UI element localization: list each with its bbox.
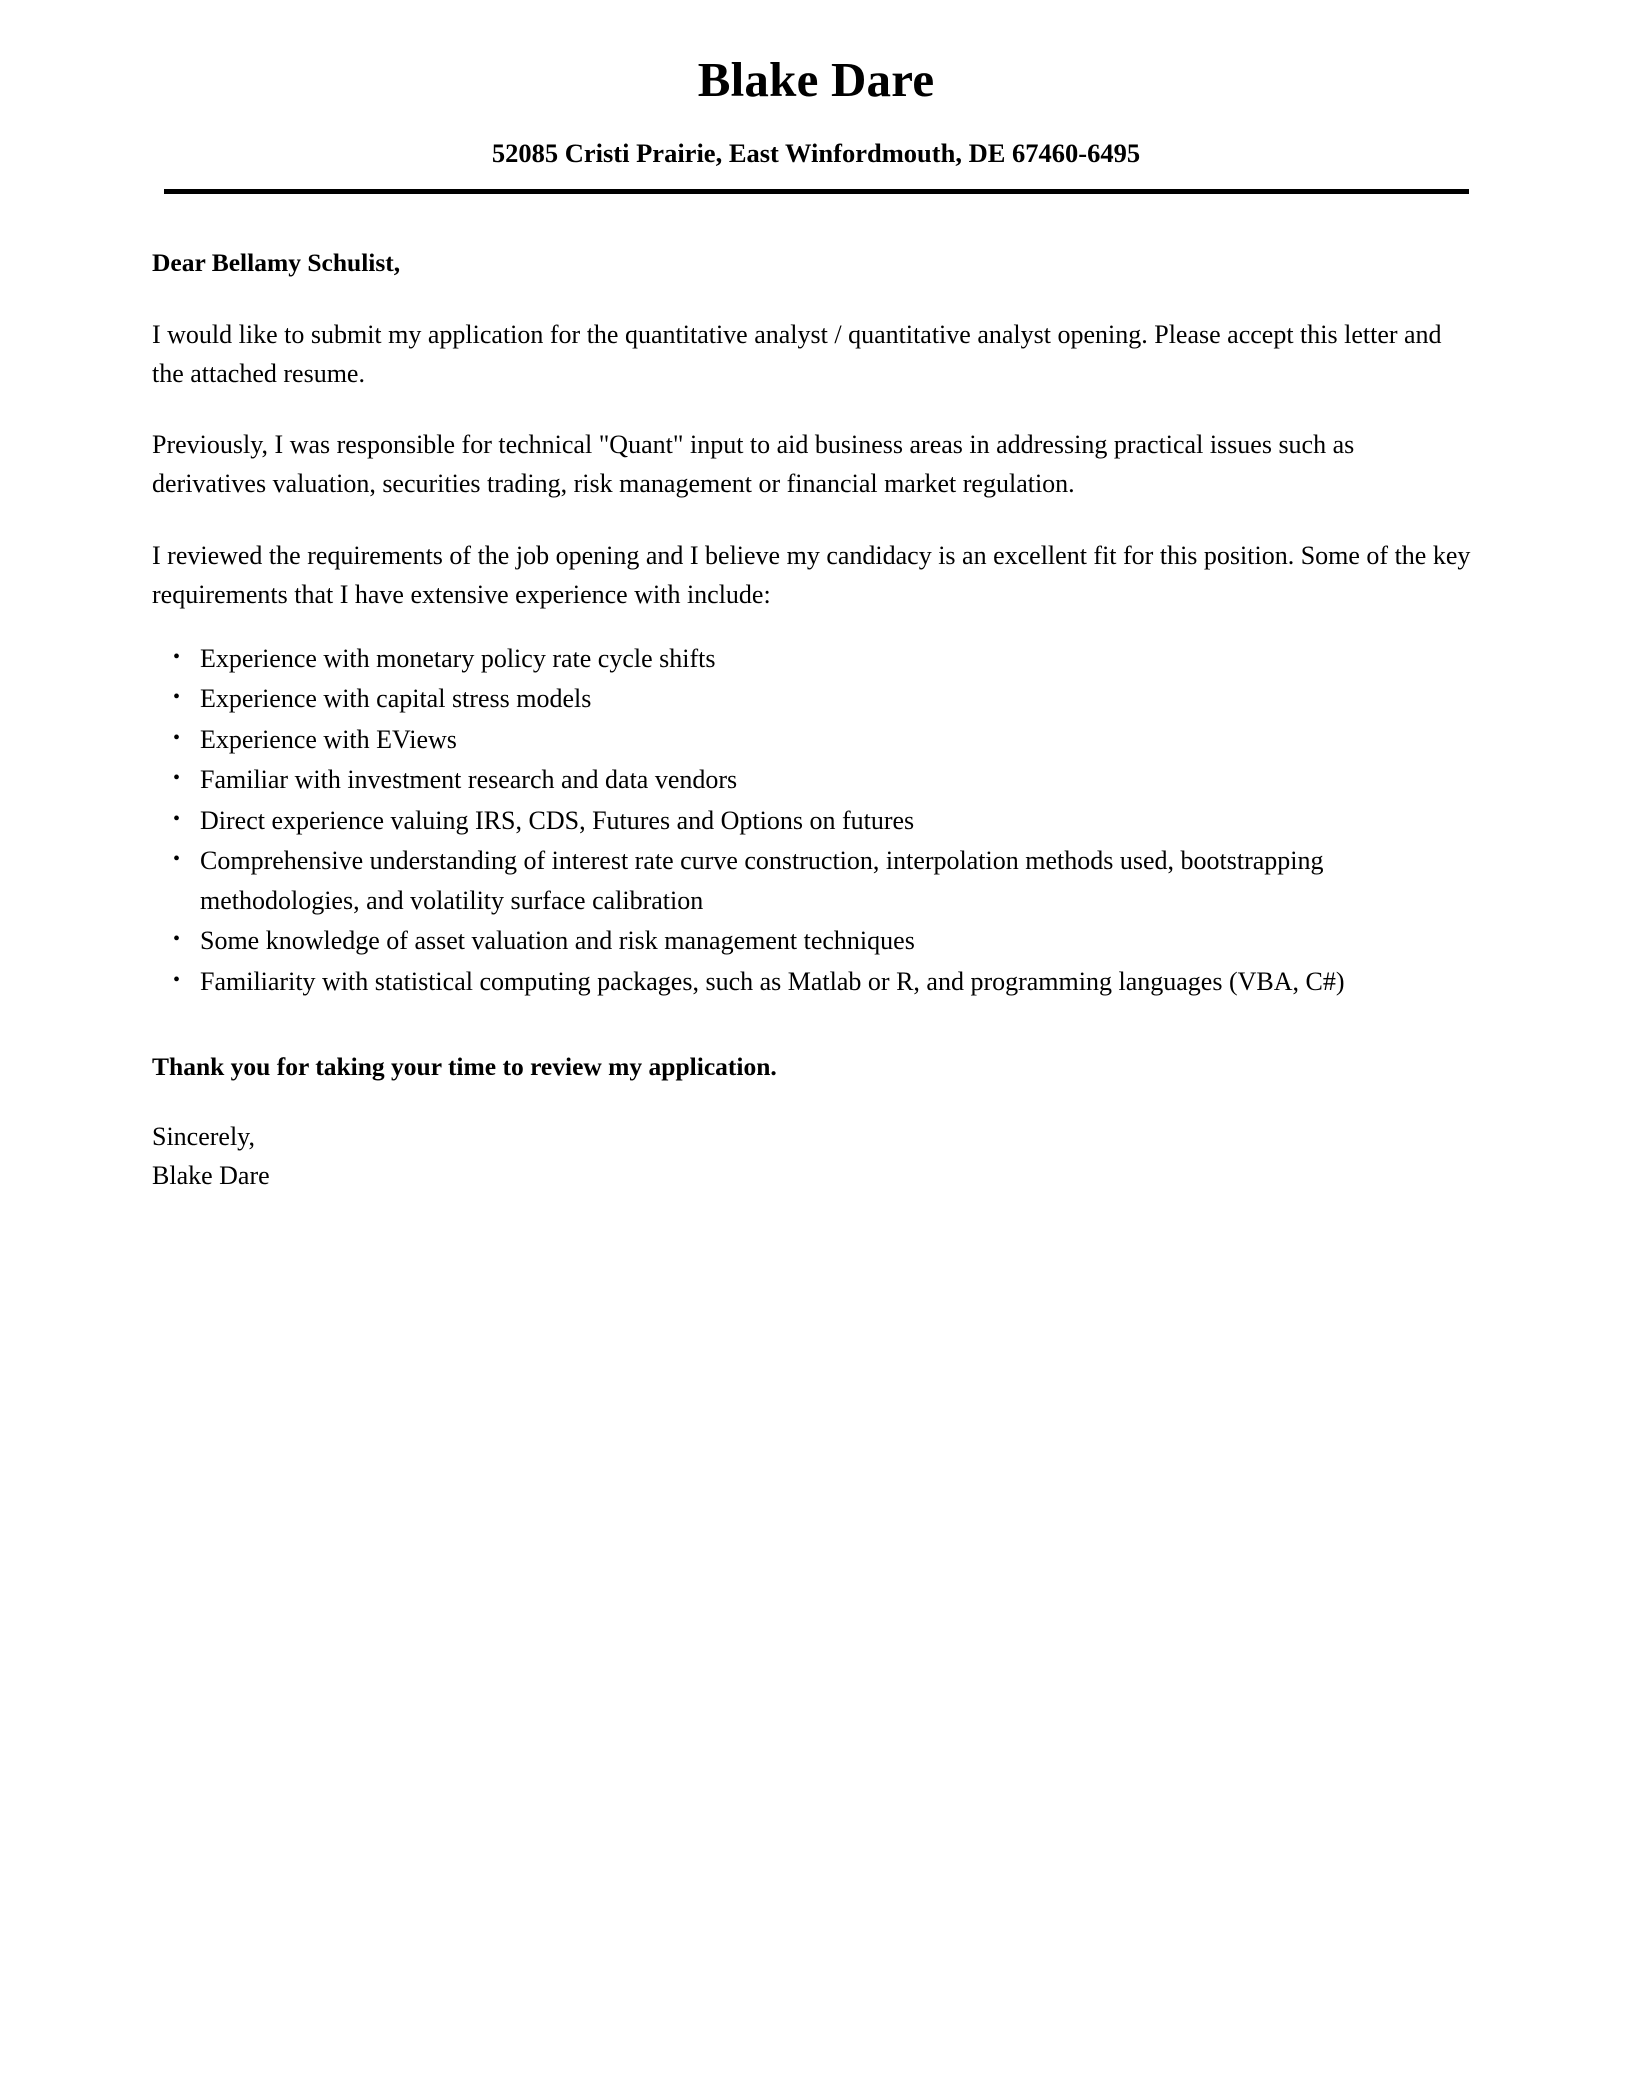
list-item: • Comprehensive understanding of interest rate curve construction, interpolation methods used, bootstrapping methodologies, and volatility surface calibration [152, 841, 1472, 920]
closing-thanks: Thank you for taking your time to review my application. [152, 1052, 777, 1082]
list-item: • Experience with capital stress models [152, 679, 1472, 719]
list-item: • Experience with EViews [152, 720, 1472, 760]
paragraph-lead-in: I reviewed the requirements of the job opening and I believe my candidacy is an excellent fit for this position. Some of the key requirements that I have extensive experience with include: [152, 540, 1471, 610]
header-divider [164, 189, 1469, 194]
signature-block [152, 1117, 1472, 1195]
paragraph-intro: I would like to submit my application for the quantitative analyst / quantitative analyst opening. Please accept this letter and the attached resume. [152, 319, 1442, 389]
list-item: • Familiar with investment research and data vendors [152, 760, 1472, 800]
list-item: • Familiarity with statistical computing packages, such as Matlab or R, and programming languages (VBA, C#) [152, 962, 1472, 1002]
valediction: Sincerely, [152, 1121, 255, 1151]
applicant-address: 52085 Cristi Prairie, East Winfordmouth, DE 67460-6495 [491, 138, 1141, 169]
applicant-name: Blake Dare [697, 52, 935, 107]
salutation: Dear Bellamy Schulist, [152, 248, 401, 278]
paragraph-experience: Previously, I was responsible for technical "Quant" input to aid business areas in addressing practical issues such as derivatives valuation, securities trading, risk management or financial market regulation. [152, 429, 1355, 499]
letterhead [0, 0, 1632, 194]
letter-body [0, 246, 1632, 1195]
list-item: • Experience with monetary policy rate cycle shifts [152, 639, 1472, 679]
signature-name: Blake Dare [152, 1160, 270, 1190]
list-item: • Some knowledge of asset valuation and risk management techniques [152, 921, 1472, 961]
list-item: • Direct experience valuing IRS, CDS, Futures and Options on futures [152, 801, 1472, 841]
qualifications-list [152, 639, 1472, 1002]
